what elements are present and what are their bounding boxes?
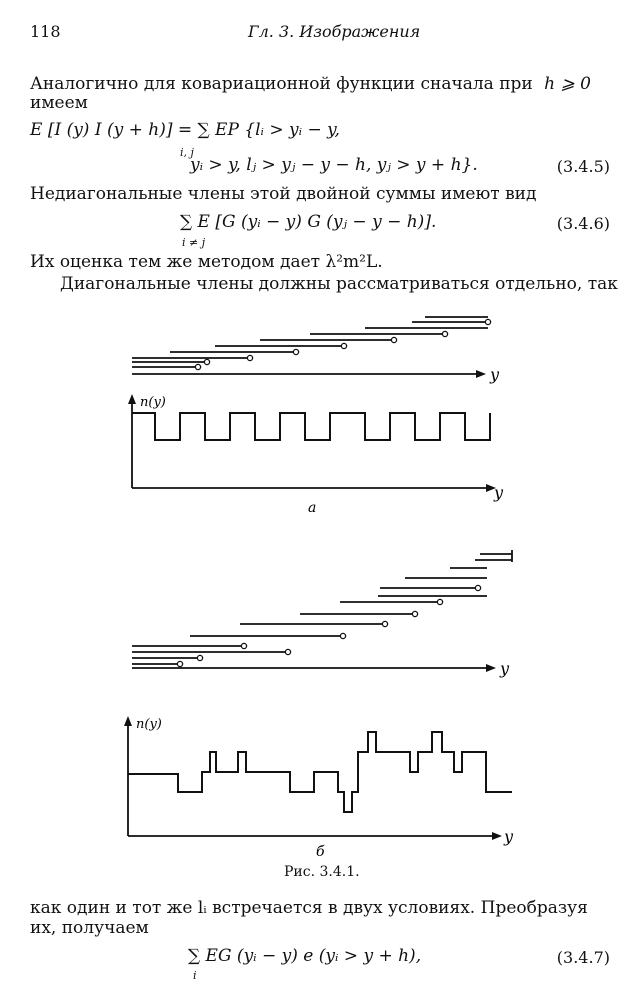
panel-a-n-axis-arrow	[128, 394, 136, 404]
paragraph-2: Недиагональные члены этой двойной суммы имеют вид	[30, 184, 537, 204]
equation-3-4-7: ∑ EG (yᵢ − y) e (yᵢ > y + h),	[188, 946, 422, 966]
equation-3-4-5-line-1: E [I (y) I (y + h)] = ∑ EP {lᵢ > yᵢ − y,	[30, 120, 340, 140]
paragraph-5-line-2: их, получаем	[30, 918, 149, 938]
panel-a-segments	[132, 317, 488, 367]
panel-b-top-axis-arrow	[486, 664, 496, 672]
panel-a-n-label: n(y)	[140, 395, 166, 410]
paragraph-1-line-2: имеем	[30, 93, 88, 113]
panel-b-segments	[132, 550, 512, 664]
panel-b-endpoints	[177, 585, 480, 666]
panel-a-top-axis-arrow	[476, 370, 486, 378]
figure-panel-b	[0, 540, 640, 860]
panel-b-step-signal	[128, 732, 512, 812]
figure-panel-a	[0, 300, 640, 520]
equation-3-4-5-line-2: yᵢ > y, lⱼ > yⱼ − y − h, yⱼ > y + h}.	[190, 155, 478, 175]
paragraph-5-line-1: как один и тот же lᵢ встречается в двух условиях. Преобразуя	[30, 898, 588, 918]
equation-3-4-6-number: (3.4.6)	[556, 214, 610, 233]
panel-b-label: б	[316, 844, 325, 860]
panel-a-label: а	[308, 500, 317, 516]
panel-b-n-label: n(y)	[136, 717, 162, 732]
equation-3-4-7-subscript: i	[193, 969, 197, 982]
equation-3-4-7-number: (3.4.7)	[556, 948, 610, 967]
equation-3-4-5-number: (3.4.5)	[556, 157, 610, 176]
panel-a-bottom-axis-label: y	[494, 483, 504, 502]
equation-3-4-6-subscript: i ≠ j	[182, 236, 206, 249]
panel-b-n-axis-arrow	[124, 716, 132, 726]
running-title: Гл. 3. Изображения	[248, 22, 421, 41]
panel-b-top-axis-label: y	[500, 659, 510, 678]
panel-a-endpoints	[195, 319, 490, 369]
paragraph-4: Диагональные члены должны рассматриваться отдельно, так	[60, 274, 618, 294]
page-number: 118	[30, 22, 61, 41]
equation-3-4-5-subscript: i, j	[180, 146, 194, 159]
paragraph-3: Их оценка тем же методом дает λ²m²L.	[30, 252, 383, 272]
paragraph-1-line-1	[30, 74, 591, 94]
paragraph-1-text: Аналогично для ковариационной функции сначала при	[30, 74, 533, 94]
panel-b-bottom-axis-label: y	[504, 827, 514, 846]
figure-caption: Рис. 3.4.1.	[284, 864, 360, 880]
panel-a-step-signal	[132, 413, 490, 440]
equation-3-4-6: ∑ E [G (yᵢ − y) G (yⱼ − y − h)].	[180, 212, 437, 232]
panel-b-bottom-axis-arrow	[492, 832, 502, 840]
paragraph-1-condition: h ⩾ 0	[544, 74, 591, 94]
panel-a-top-axis-label: y	[490, 365, 500, 384]
